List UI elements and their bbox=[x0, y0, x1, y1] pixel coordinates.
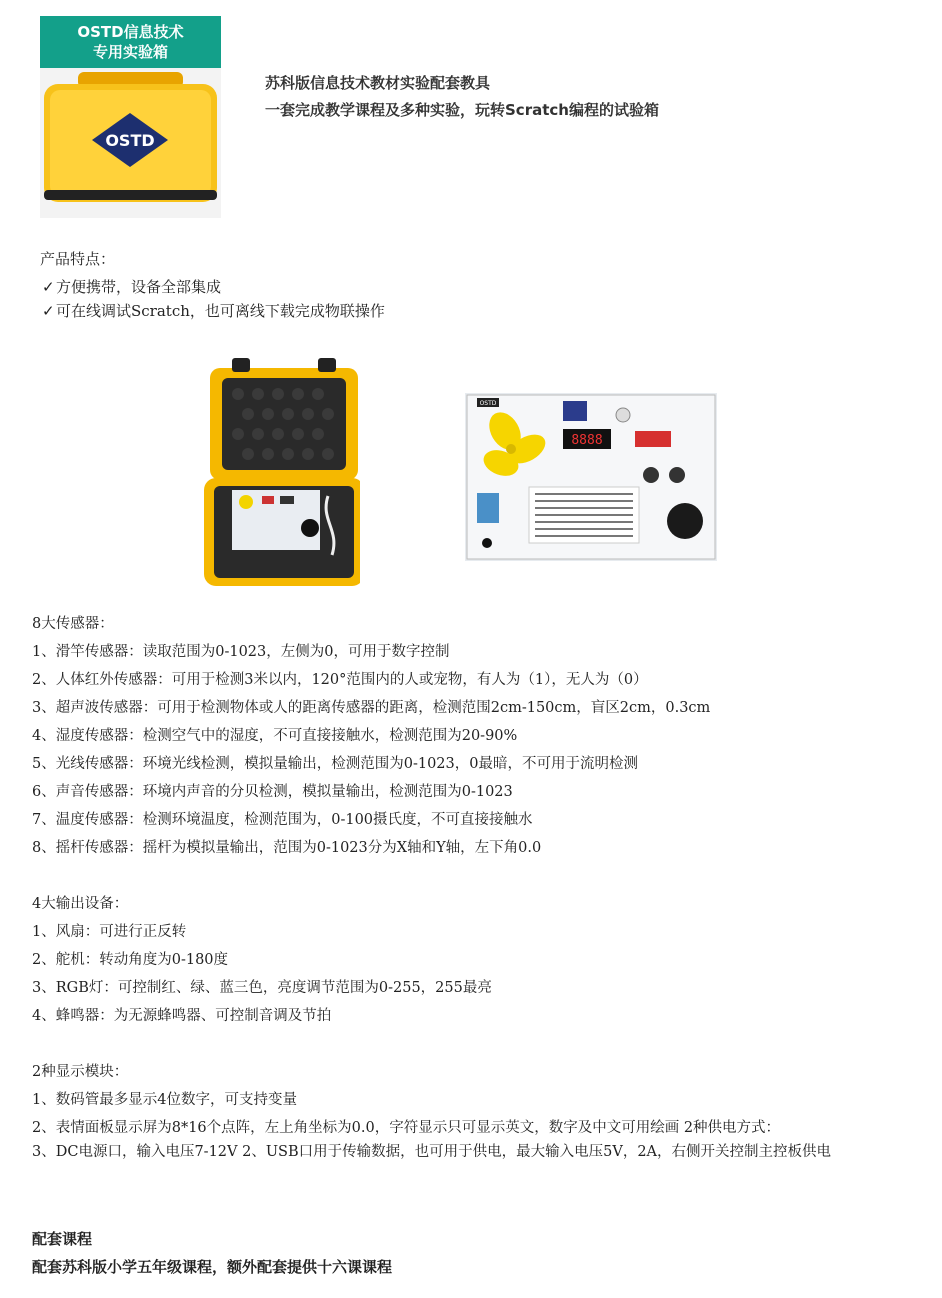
output-item: 3、RGB灯：可控制红、绿、蓝三色，亮度调节范围为0-255，255最亮 bbox=[32, 980, 492, 996]
feature-text: 方便携带，设备全部集成 bbox=[56, 278, 222, 296]
displays-title: 2种显示模块： bbox=[32, 1064, 129, 1080]
open-case-image bbox=[200, 350, 360, 590]
sensor-item: 3、超声波传感器：可用于检测物体或人的距离传感器的距离，检测范围2cm-150cm，盲区2cm，0.3cm bbox=[32, 700, 711, 716]
display-item: 2、表情面板显示屏为8*16个点阵，左上角坐标为0.0，字符显示只可显示英文，数字及中文可用绘画 2种供电方式： bbox=[32, 1120, 781, 1136]
sensor-item: 7、温度传感器：检测环境温度，检测范围为，0-100摄氏度，不可直接接触水 bbox=[32, 812, 533, 828]
sensor-board-image bbox=[465, 393, 717, 561]
course-title: 配套课程 bbox=[32, 1230, 93, 1248]
display-item: 1、数码管最多显示4位数字，可支持变量 bbox=[32, 1092, 297, 1108]
check-icon: ✓ bbox=[42, 302, 55, 320]
check-icon: ✓ bbox=[42, 278, 55, 296]
display-item: 3、DC电源口，输入电压7-12V 2、USB口用于传输数据，也可用于供电，最大输入电压5V，2A，右侧开关控制主控板供电 bbox=[32, 1144, 832, 1160]
sensor-item: 1、滑竿传感器：读取范围为0-1023，左侧为0，可用于数字控制 bbox=[32, 644, 450, 660]
sensors-title: 8大传感器： bbox=[32, 616, 114, 632]
hero-banner-line1: OSTD信息技术 bbox=[77, 23, 184, 41]
output-item: 2、舵机：转动角度为0-180度 bbox=[32, 952, 229, 968]
feature-item bbox=[42, 300, 385, 321]
feature-text: 可在线调试Scratch，也可离线下载完成物联操作 bbox=[56, 302, 385, 320]
output-item: 1、风扇：可进行正反转 bbox=[32, 924, 187, 940]
features-title: 产品特点： bbox=[40, 250, 116, 268]
output-item: 4、蜂鸣器：为无源蜂鸣器、可控制音调及节拍 bbox=[32, 1008, 332, 1024]
sensor-item: 4、湿度传感器：检测空气中的湿度，不可直接接触水，检测范围为20-90% bbox=[32, 728, 518, 744]
hero-banner bbox=[40, 16, 221, 68]
sensor-item: 2、人体红外传感器：可用于检测3米以内，120°范围内的人或宠物，有人为（1），无人为（0） bbox=[32, 672, 648, 688]
board-brand: OSTD bbox=[479, 400, 497, 407]
sensor-item: 6、声音传感器：环境内声音的分贝检测，模拟量输出，检测范围为0-1023 bbox=[32, 784, 513, 800]
feature-item bbox=[42, 276, 221, 297]
sensor-item: 5、光线传感器：环境光线检测，模拟量输出，检测范围为0-1023，0最暗，不可用于流明检测 bbox=[32, 756, 638, 772]
tagline-1: 苏科版信息技术教材实验配套教具 bbox=[265, 74, 491, 92]
tagline-2: 一套完成教学课程及多种实验，玩转Scratch编程的试验箱 bbox=[265, 101, 659, 119]
yellow-case-illustration bbox=[40, 68, 221, 218]
hero-logo-text: OSTD bbox=[105, 131, 155, 150]
course-text: 配套苏科版小学五年级课程，额外配套提供十六课课程 bbox=[32, 1258, 393, 1276]
outputs-title: 4大输出设备： bbox=[32, 896, 129, 912]
segment-display: 8888 bbox=[571, 433, 603, 448]
sensor-item: 8、摇杆传感器：摇杆为模拟量输出，范围为0-1023分为X轴和Y轴，左下角0.0 bbox=[32, 840, 542, 856]
hero-banner-line2: 专用实验箱 bbox=[92, 43, 168, 61]
product-hero-image bbox=[40, 16, 221, 218]
